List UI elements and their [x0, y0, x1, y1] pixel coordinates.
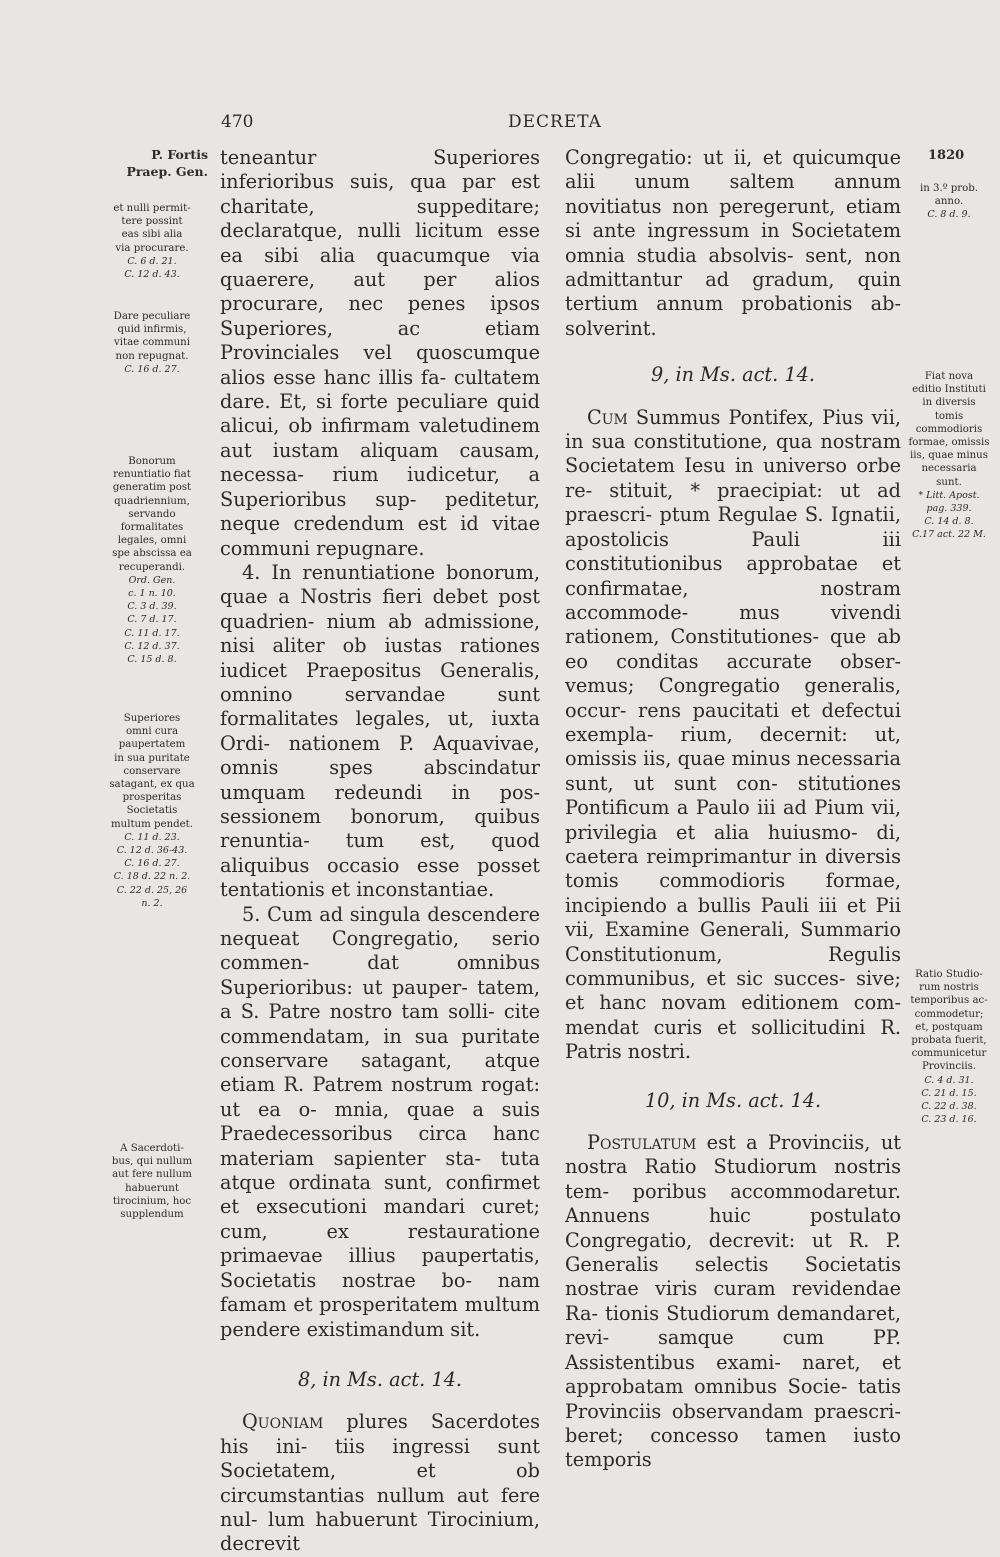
page-number: 470 — [221, 112, 254, 132]
margin-note-editio: Fiat nova editio Instituti in diversis tomis commodioris formae, omissis iis, quae minus necessaria sunt. * Litt. Apost. pag. 339. C. 14 d. 8. C.17 act. 22 M. — [908, 371, 990, 541]
running-head — [0, 112, 1000, 142]
margin-note-sacerdotes: A Sacerdoti- bus, qui nullum aut fere nullum habuerunt tirocinium, hoc supplendum — [111, 1143, 193, 1221]
margin-note-infirmis: Dare peculiare quid infirmis, vitae communi non repugnat. C. 16 d. 27. — [113, 311, 191, 375]
section-heading-8: 8, in Ms. act. 14. — [297, 1367, 463, 1391]
paragraph-congregatio: Congregatio: ut ii, et quicumque alii unum saltem annum novitiatus non peregerunt, etiam si ante ingressum in Societatem omnia studia absolvis- sent, non admittantur ad gradum, quin tertium annum probationis ab- solverint. — [565, 146, 902, 340]
paragraph-9: Cum Summus Pontifex, Pius vii, in sua constitutione, qua nostram Societatem Iesu in universo orbe re- stituit, * praecipiat: ut ad praescri- ptum Regulae S. Ignatii, apostolicis Pauli iii constitutionibus approbatae et confirmatae, nostram accommode- mus vivendi rationem, Constitutiones- que ab eo conditas accurate obser- vemus; Congregatio generalis, occur- rens paucitati et defectui exempla- rium, decernit: ut, omissis iis, quae minus necessaria sunt, ut sunt con- stitutiones Pontificum a Paulo iii ad Pium vii, privilegia et alia huiusmo- di, caetera reimprimantur in diversis tomis commodioris formae, incipiendo a bullis Pauli iii et Pii vii, Examine Generali, Summario Constitutionum, Regulis communibus, et sic succes- sive; et hanc novam editionem com- mendat curis et sollicitudini R. Patris nostri. — [565, 405, 902, 1064]
right-column — [565, 146, 901, 1473]
margin-note-paupertas: Superiores omni cura paupertatem in sua puritate conservare satagant, ex qua prosperitas Societatis multum pendet. C. 11 d. 23. C. 12 d. 36-43. C. 16 d. 27. C. 18 d. 22 n. 2. C. 22 d. 25, 26 n. 2. — [109, 713, 195, 909]
running-title: DECRETA — [508, 112, 602, 132]
margin-note-renuntiatio: Bonorum renuntiatio fiat generatim post quadriennium, servando formalitates legales, omni spe abscissa ea recuperandi. Ord. Gen. c. 1 n. 10. C. 3 d. 39. C. 7 d. 17. C. 11 d. 17. C. 12 d. 37. C. 15 d. 8. — [112, 456, 192, 666]
paragraph-5: 5. Cum ad singula descendere nequeat Congregatio, serio commen- dat omnibus Superioribus: ut pauper- tatem, a S. Patre nostro tam solli- cite commendatam, in sua puritate conservare satagant, atque etiam R. Patrem nostrum rogat: ut ea o- mnia, quae a suis Praedecessoribus circa hanc materiam sapienter sta- tuta atque ordinata sunt, confirmet et exsecutioni mandari curet; cum, ex restauratione primaevae illius paupertatis, Societatis nostrae bo- nam famam et prosperitatem multum pendere existimandum sit. — [220, 902, 540, 1341]
section-heading-10: 10, in Ms. act. 14. — [644, 1088, 822, 1112]
margin-note-probation: in 3.º prob. anno. C. 8 d. 9. — [919, 183, 979, 221]
left-column — [220, 146, 540, 1557]
paragraph-4: 4. In renuntiatione bonorum, quae a Nostris fieri debet post quadrien- nium ab admissione, nisi aliter ob iustas rationes iudicet Praepositus Generalis, omnino servandae sunt formalitates legales, ut, iuxta Ordi- nationem P. Aquavivae, omnis spes abscindatur umquam redeundi in pos- sessionem bonorum, quibus renuntia- tum est, quod aliquibus occasio esse posset tentationis et inconstantiae. — [220, 560, 540, 902]
paragraph-superiores: teneantur Superiores inferioribus suis, qua par est charitate, suppeditare; declaratque, nulli licitum esse ea sibi alia quacumque via quaerere, aut per alios procurare, nec penes ipsos Superiores, ac etiam Provinciales vel quoscumque alios esse hanc illis fa- cultatem dare. Et, si forte peculiare quid alicui, ob infirmam valetudinem aut iustam aliquam causam, necessa- rium iudicetur, a Superioribus sup- peditetur, neque credendum est id vitae communi repugnare. — [220, 146, 541, 560]
section-heading-9: 9, in Ms. act. 14. — [650, 363, 816, 387]
margin-year: 1820 — [928, 148, 965, 163]
paragraph-8: Quoniam plures Sacerdotes his ini- tiis ingressi sunt Societatem, et ob circumstantias nullum aut fere nul- lum habuerunt Tirocinium, decrevit — [220, 1410, 540, 1556]
margin-note-ratio-studiorum: Ratio Studio- rum nostris temporibus ac- commodetur; et, postquam probata fuerit, communicetur Provinciis. C. 4 d. 31. C. 21 d. 15. C. 22 d. 38. C. 23 d. 16. — [910, 969, 988, 1126]
margin-author: P. Fortis Praep. Gen. — [126, 147, 208, 179]
paragraph-10: Postulatum est a Provinciis, ut nostra Ratio Studiorum nostris tem- poribus accommodaretur. Annuens huic postulato Congregatio, decrevit: ut R. P. Generalis selectis Societatis nostrae viris curam revidendae Ra- tionis Studiorum demandaret, revi- samque cum PP. Assistentibus exami- naret, et approbatam omnibus Socie- tatis Provinciis observandam praescri- beret; concesso tamen iusto temporis — [565, 1131, 902, 1472]
margin-note-permission: et nulli permit- tere possint eas sibi alia via procurare. C. 6 d. 21. C. 12 d. 43. — [113, 203, 191, 281]
